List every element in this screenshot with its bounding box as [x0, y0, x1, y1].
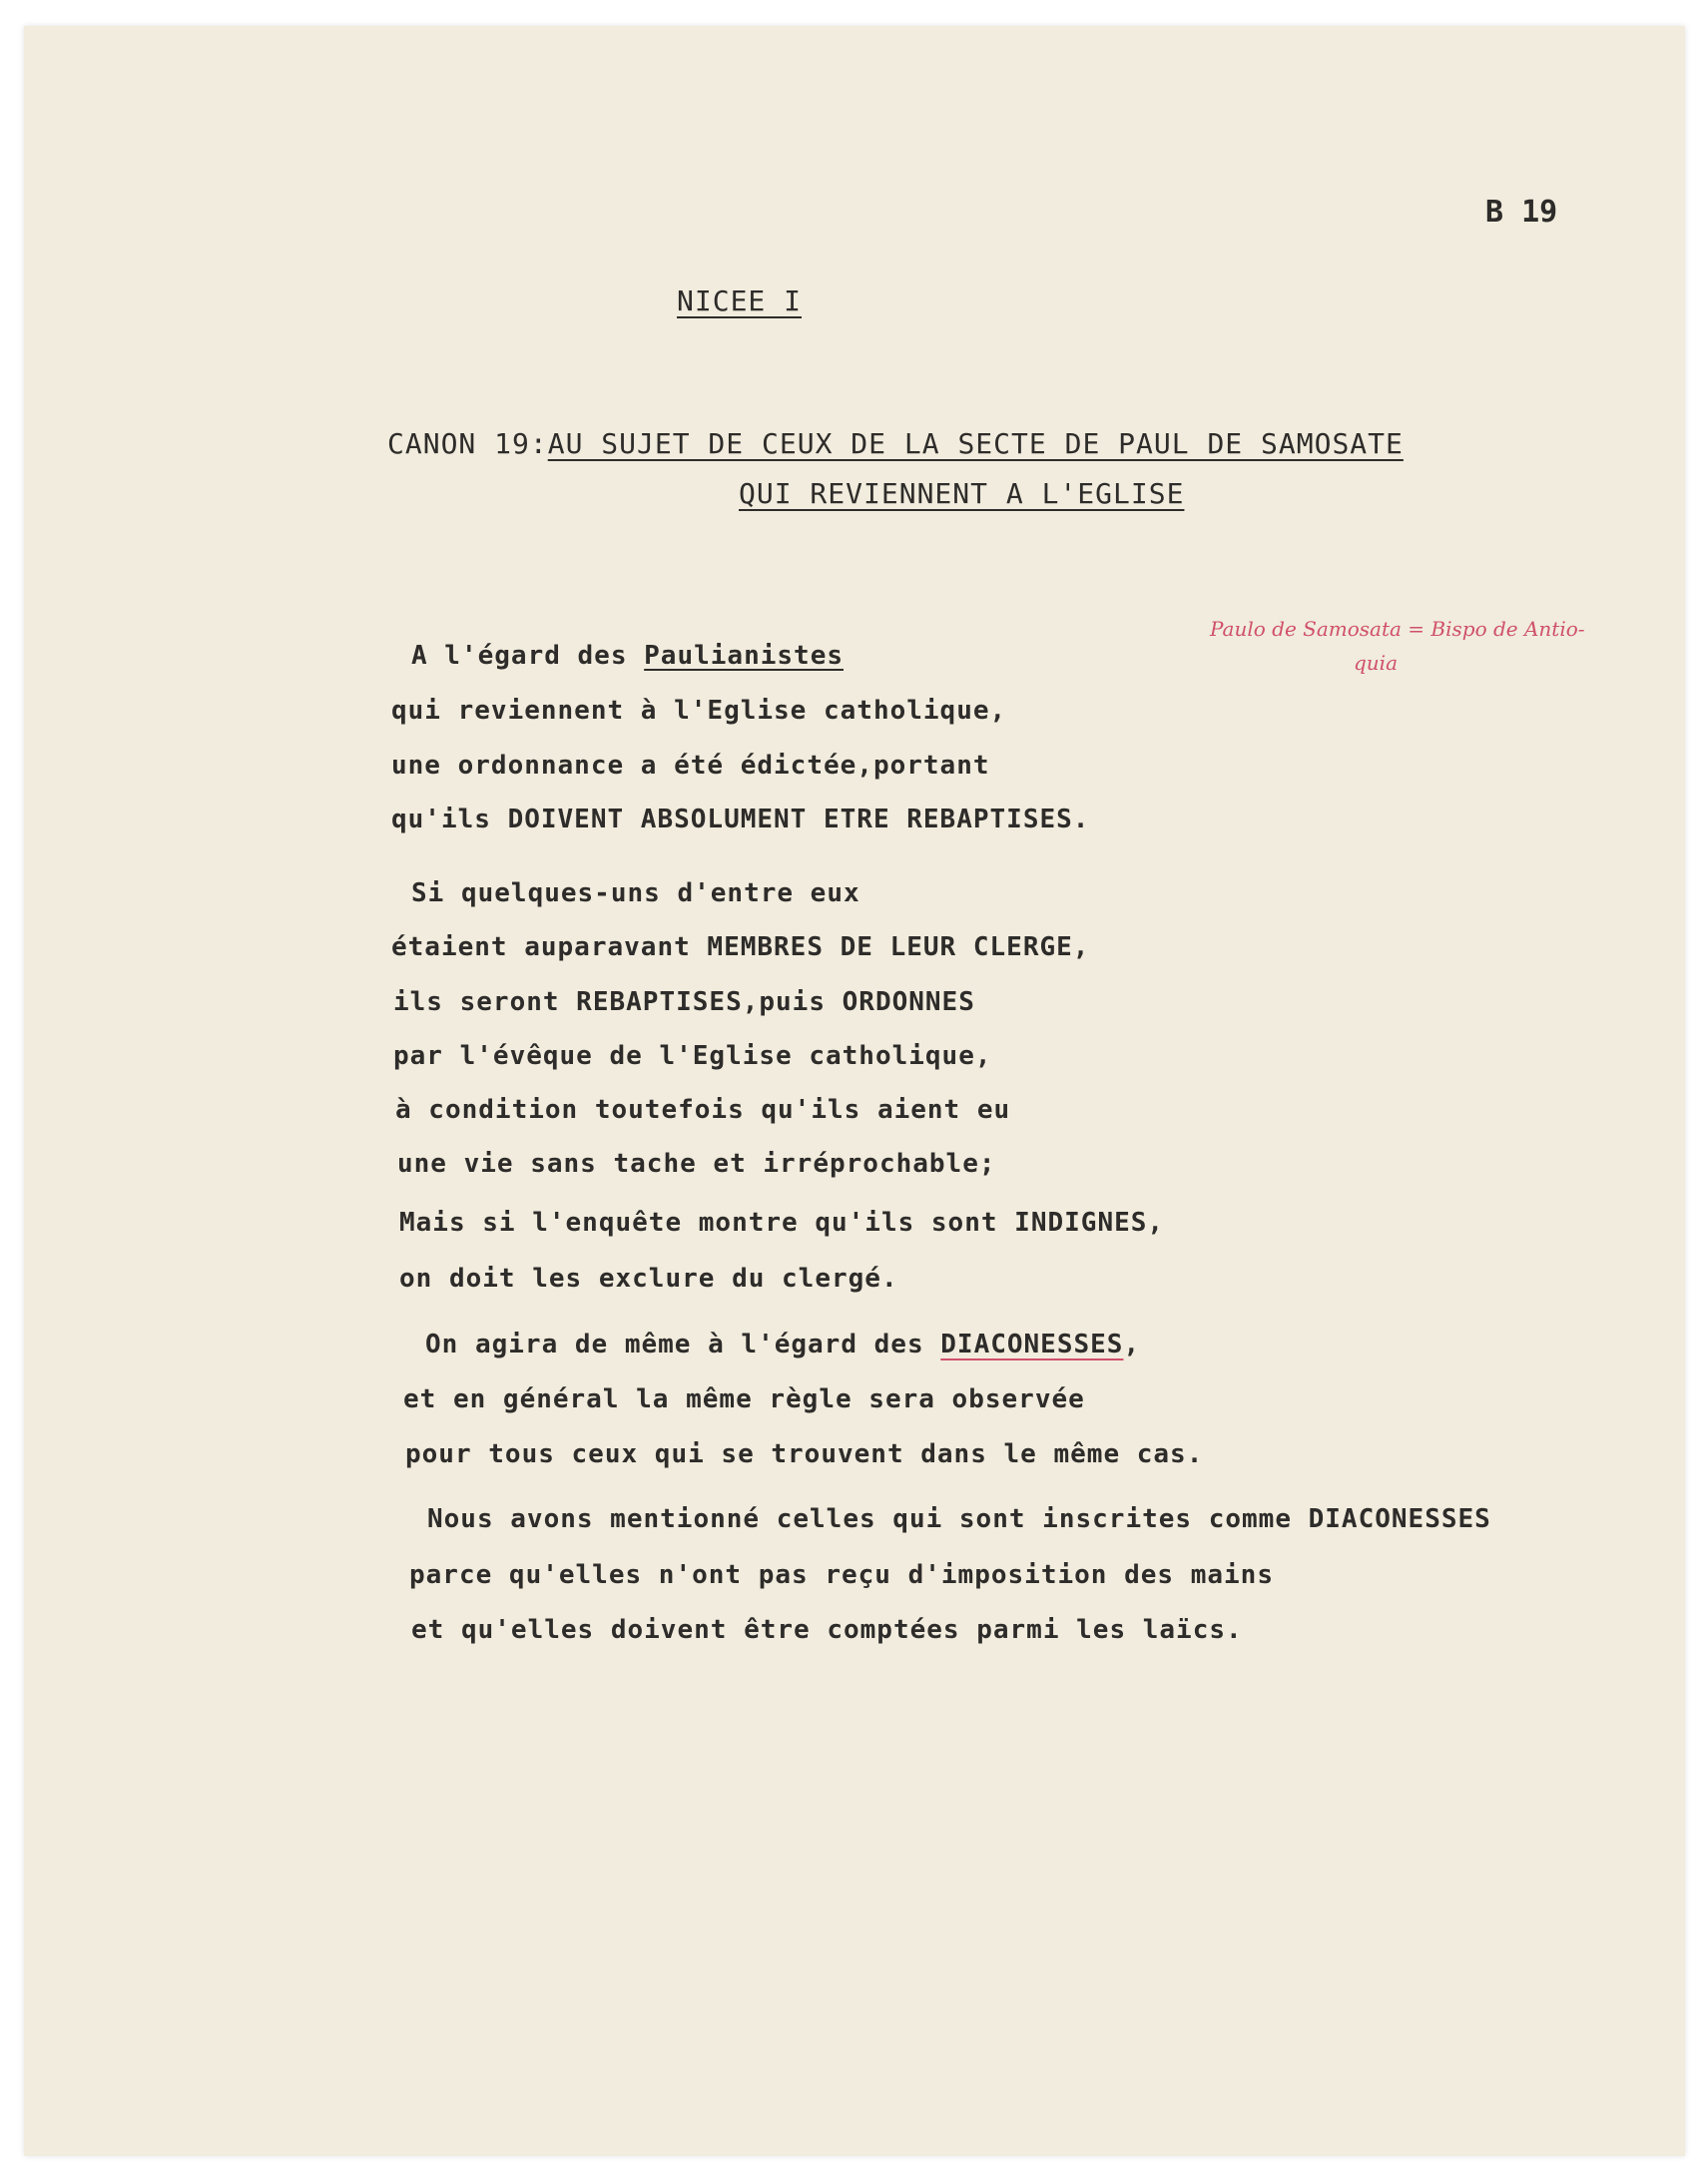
text-line: et en général la même règle sera observée — [403, 1384, 1085, 1414]
text-line: ils seront REBAPTISES,puis ORDONNES — [393, 987, 975, 1017]
canon-heading-line-2 — [739, 477, 1184, 510]
annotated-term: DIACONESSES — [940, 1330, 1124, 1359]
canon-subject-line-1: AU SUJET DE CEUX DE LA SECTE DE PAUL DE SAMOSATE — [547, 427, 1404, 460]
underlined-term: Paulianistes — [644, 641, 844, 671]
text-line: une ordonnance a été édictée,portant — [391, 751, 990, 781]
text-line: A l'égard des Paulianistes — [411, 641, 844, 671]
text-line: on doit les exclure du clergé. — [399, 1264, 898, 1294]
document-page — [24, 26, 1685, 2156]
handwritten-note: Paulo de Samosata = Bispo de Antio- — [1210, 617, 1585, 641]
text-line: parce qu'elles n'ont pas reçu d'imposition des mains — [409, 1560, 1274, 1590]
text-line: On agira de même à l'égard des DIACONESSES, — [425, 1330, 1141, 1359]
text-line: par l'évêque de l'Eglise catholique, — [393, 1041, 992, 1071]
page-number: B 19 — [1485, 195, 1558, 230]
canon-label: CANON 19: — [387, 427, 548, 460]
text-line: étaient auparavant MEMBRES DE LEUR CLERGE, — [391, 932, 1090, 962]
text-line: Si quelques-uns d'entre eux — [411, 878, 860, 908]
text-line: à condition toutefois qu'ils aient eu — [395, 1095, 1011, 1125]
text-line: pour tous ceux qui se trouvent dans le même cas. — [405, 1439, 1204, 1469]
text-line: et qu'elles doivent être comptées parmi les laïcs. — [411, 1615, 1243, 1645]
handwritten-note-continuation: quia — [1354, 651, 1399, 675]
canon-subject-line-2: QUI REVIENNENT A L'EGLISE — [739, 477, 1185, 510]
text-line: Nous avons mentionné celles qui sont inscrites comme DIACONESSES — [427, 1504, 1491, 1534]
text-line: qu'ils DOIVENT ABSOLUMENT ETRE REBAPTISES. — [391, 805, 1090, 834]
document-title: NICEE I — [677, 284, 803, 317]
text-line: qui reviennent à l'Eglise catholique, — [391, 696, 1007, 726]
canon-heading — [387, 427, 1404, 460]
text-line: une vie sans tache et irréprochable; — [397, 1149, 996, 1179]
text-line: Mais si l'enquête montre qu'ils sont INDIGNES, — [399, 1208, 1165, 1238]
